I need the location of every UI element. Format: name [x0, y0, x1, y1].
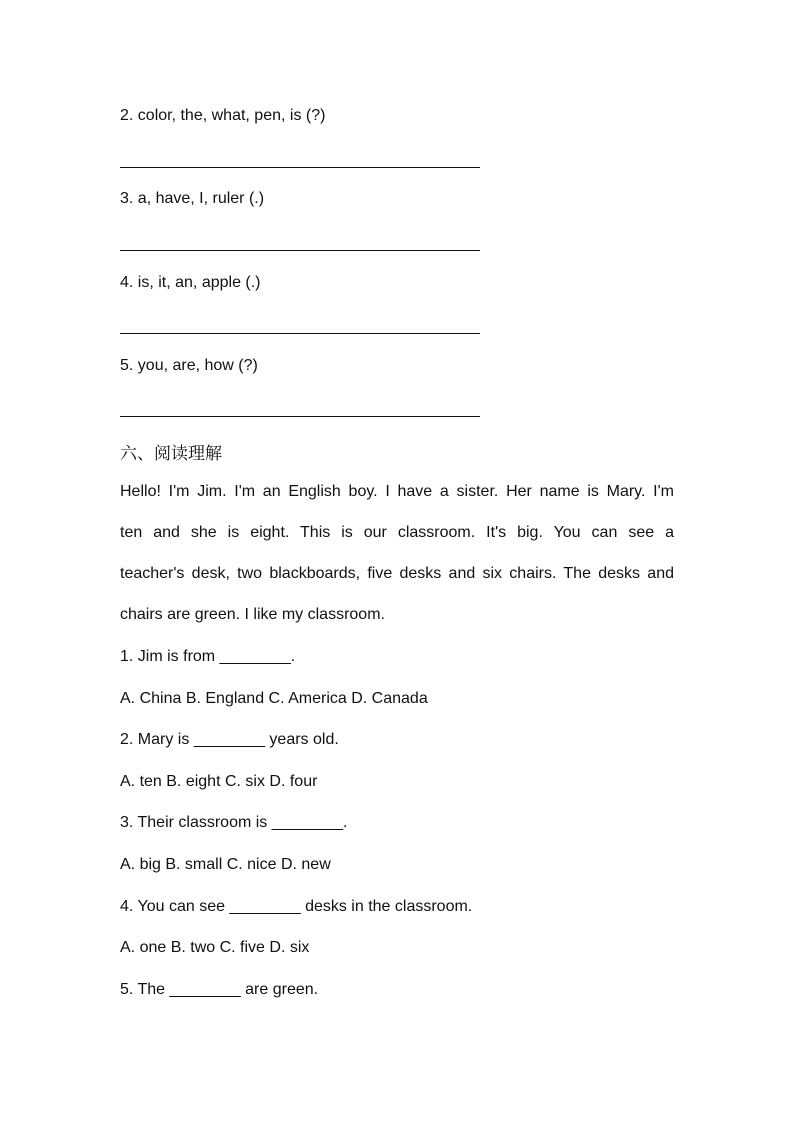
question-2-options: A. ten B. eight C. six D. four	[120, 773, 318, 790]
question-5: 5. The ________ are green.	[120, 981, 319, 998]
passage-line: chairs are green. I like my classroom.	[120, 606, 385, 623]
passage-line: teacher's desk, two blackboards, five desks and six chairs. The desks and	[120, 565, 674, 582]
answer-line-4[interactable]	[120, 333, 480, 334]
question-1-options: A. China B. England C. America D. Canada	[120, 690, 428, 707]
exercise-item-3: 3. a, have, I, ruler (.)	[120, 190, 265, 207]
passage-line: Hello! I'm Jim. I'm an English boy. I have a sister. Her name is Mary. I'm	[120, 483, 674, 500]
question-3-options: A. big B. small C. nice D. new	[120, 856, 331, 873]
question-4: 4. You can see ________ desks in the classroom.	[120, 898, 473, 915]
section-heading-reading: 六、阅读理解	[120, 444, 222, 464]
answer-line-5[interactable]	[120, 416, 480, 417]
exercise-item-5: 5. you, are, how (?)	[120, 357, 258, 374]
exercise-item-2: 2. color, the, what, pen, is (?)	[120, 107, 326, 124]
answer-line-2[interactable]	[120, 167, 480, 168]
exercise-item-4: 4. is, it, an, apple (.)	[120, 274, 261, 291]
question-3: 3. Their classroom is ________.	[120, 814, 348, 831]
question-1: 1. Jim is from ________.	[120, 648, 296, 665]
question-2: 2. Mary is ________ years old.	[120, 731, 339, 748]
question-4-options: A. one B. two C. five D. six	[120, 939, 310, 956]
answer-line-3[interactable]	[120, 250, 480, 251]
passage-line: ten and she is eight. This is our classroom. It's big. You can see a	[120, 524, 674, 541]
